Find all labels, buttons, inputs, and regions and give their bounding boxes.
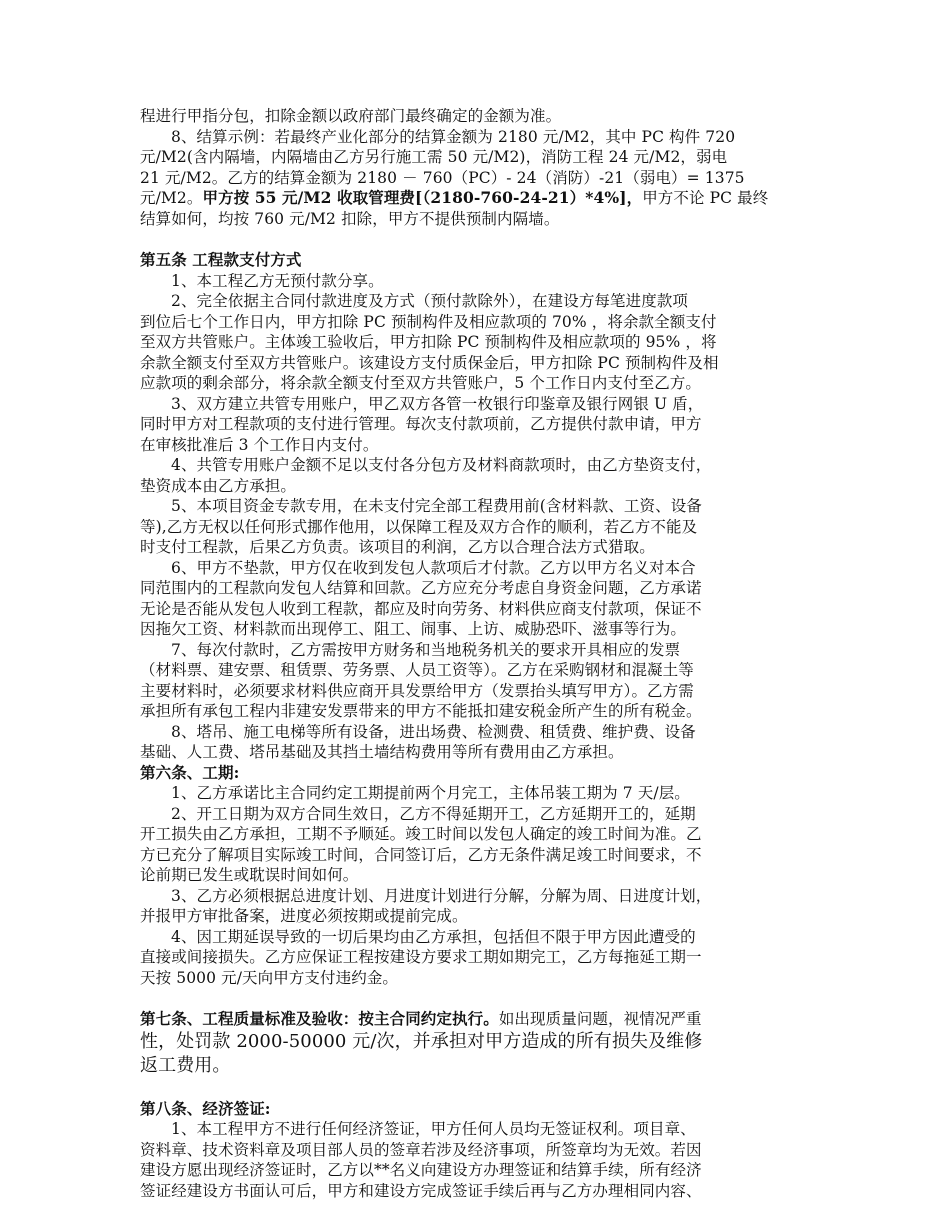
- text-line: 主要材料时，必须要求材料供应商开具发票给甲方（发票抬头填写甲方）。乙方需: [140, 681, 694, 700]
- text-span: 如出现质量问题，视情况严重: [498, 1010, 702, 1028]
- text-line: 因拖欠工资、材料款而出现停工、阻工、闹事、上访、威胁恐吓、滋事等行为。: [140, 620, 687, 638]
- text-line: 签证经建设方书面认可后，甲方和建设方完成签证手续后再与乙方办理相同内容、: [140, 1181, 702, 1200]
- text-line: 余款全额支付至双方共管账户。该建设方支付质保金后，甲方扣除 PC 预制构件及相: [140, 353, 719, 372]
- text-line: [140, 188, 820, 209]
- clause-heading: 第七条、工程质量标准及验收：按主合同约定执行。: [140, 1009, 499, 1028]
- clause-heading: 第五条 工程款支付方式: [140, 250, 302, 269]
- text-line: 应款项的剩余部分，将余款全额支付至双方共管账户，5 个工作日内支付至乙方。: [140, 374, 701, 392]
- text-line: 结算如何，均按 760 元/M2 扣除，甲方不提供预制内隔墙。: [140, 209, 560, 228]
- text-line: 程进行甲指分包，扣除金额以政府部门最终确定的金额为准。: [140, 107, 562, 125]
- text-line: 至双方共管账户。主体竣工验收后，甲方扣除 PC 预制构件及相应款项的 95% ，将: [140, 333, 717, 351]
- text-line: 垫资成本由乙方承担。: [140, 476, 297, 495]
- text-line: 基础、人工费、塔吊基础及其挡土墙结构费用等所有费用由乙方承担。: [140, 743, 624, 761]
- clause-heading: 第八条、经济签证:: [140, 1098, 271, 1118]
- text-line: 同时甲方对工程款项的支付进行管理。每次支付款项前，乙方提供付款申请，甲方: [140, 415, 702, 433]
- text-line: 论前期已发生或耽误时间如何。: [140, 866, 359, 884]
- text-span: 元/M2。: [140, 189, 203, 207]
- text-line: 开工损失由乙方承担，工期不予顺延。竣工时间以发包人确定的竣工时间为准。乙: [140, 825, 702, 843]
- text-line: 资料章、技术资料章及项目部人员的签章若涉及经济事项，所签章均为无效。若因: [140, 1140, 702, 1159]
- text-line: 8、结算示例：若最终产业化部分的结算金额为 2180 元/M2，其中 PC 构件 720: [171, 127, 736, 146]
- text-line: 3、乙方必须根据总进度计划、月进度计划进行分解，分解为周、日进度计划，: [171, 886, 712, 905]
- text-line: 1、本工程甲方不进行任何经济签证，甲方任何人员均无签证权利。项目章、: [171, 1120, 696, 1138]
- text-line: （材料票、建安票、租赁票、劳务票、人员工资等）。乙方在采购钢材和混凝土等: [140, 661, 694, 679]
- text-line: 1、乙方承诺比主合同约定工期提前两个月完工，主体吊装工期为 7 天/层。: [171, 784, 690, 802]
- text-line: 无论是否能从发包人收到工程款，都应及时向劳务、材料供应商支付款项，保证不: [140, 599, 702, 618]
- text-line: 8、塔吊、施工电梯等所有设备，进出场费、检测费、租赁费、维护费、设备: [171, 722, 696, 741]
- text-line: 到位后七个工作日内，甲方扣除 PC 预制构件及相应款项的 70% ，将余款全额支付: [140, 312, 717, 331]
- text-line: 7、每次付款时，乙方需按甲方财务和当地税务机关的要求开具相应的发票: [171, 640, 681, 659]
- document-page: [140, 106, 820, 1201]
- text-line: 天按 5000 元/天向甲方支付违约金。: [140, 968, 399, 987]
- text-line: 时支付工程款，后果乙方负责。该项目的利润，乙方以合理合法方式猎取。: [140, 538, 655, 556]
- text-line: 并报甲方审批备案，进度必须按期或提前完成。: [140, 907, 468, 925]
- text-line: 4、因工期延误导致的一切后果均由乙方承担，包括但不限于甲方因此遭受的: [171, 927, 696, 946]
- text-line: 2、完全依据主合同付款进度及方式（预付款除外），在建设方每笔进度款项: [171, 292, 689, 310]
- text-line: 1、本工程乙方无预付款分享。: [171, 271, 384, 290]
- text-line: 2、开工日期为双方合同生效日，乙方不得延期开工，乙方延期开工的，延期: [171, 804, 696, 823]
- text-line: 元/M2(含内隔墙，内隔墙由乙方另行施工需 50 元/M2)，消防工程 24 元/M2，弱电: [140, 148, 728, 166]
- text-line: 性，处罚款 2000-50000 元/次，并承担对甲方造成的所有损失及维修: [140, 1030, 703, 1052]
- text-line: 5、本项目资金专款专用，在未支付完全部工程费用前(含材料款、工资、设备: [171, 497, 702, 515]
- text-line: 在审核批准后 3 个工作日内支付。: [140, 435, 379, 454]
- clause-heading: 第六条、工期:: [140, 762, 240, 782]
- text-span: 甲方不论 PC 最终: [642, 189, 769, 207]
- text-line: 返工费用。: [140, 1054, 231, 1076]
- text-line: 直接或间接损失。乙方应保证工程按建设方要求工期如期完工，乙方每拖延工期一: [140, 948, 702, 966]
- text-line: 等),乙方无权以任何形式挪作他用，以保障工程及双方合作的顺利，若乙方不能及: [140, 517, 698, 536]
- text-line: 建设方愿出现经济签证时，乙方以**名义向建设方办理签证和结算手续，所有经济: [140, 1161, 702, 1179]
- text-line: 3、双方建立共管专用账户，甲乙双方各管一枚银行印鉴章及银行网银 U 盾，: [171, 394, 704, 413]
- text-line: 21 元/M2。乙方的结算金额为 2180 － 760（PC）- 24（消防）-21（弱电）= 1375: [140, 168, 745, 187]
- text-line: [140, 1009, 820, 1030]
- text-line: 承担所有承包工程内非建安发票带来的甲方不能抵扣建安税金所产生的所有税金。: [140, 702, 702, 720]
- text-line: 4、共管专用账户金额不足以支付各分包方及材料商款项时，由乙方垫资支付，: [171, 456, 712, 474]
- text-line: 6、甲方不垫款，甲方仅在收到发包人款项后才付款。乙方以甲方名义对本合: [171, 558, 696, 577]
- management-fee-text: 甲方按 55 元/M2 收取管理费[（2180-760-24-21）*4%]，: [202, 188, 643, 207]
- text-line: 同范围内的工程款向发包人结算和回款。乙方应充分考虑自身资金问题，乙方承诺: [140, 579, 702, 597]
- text-line: 方已充分了解项目实际竣工时间，合同签订后，乙方无条件满足竣工时间要求，不: [140, 845, 702, 864]
